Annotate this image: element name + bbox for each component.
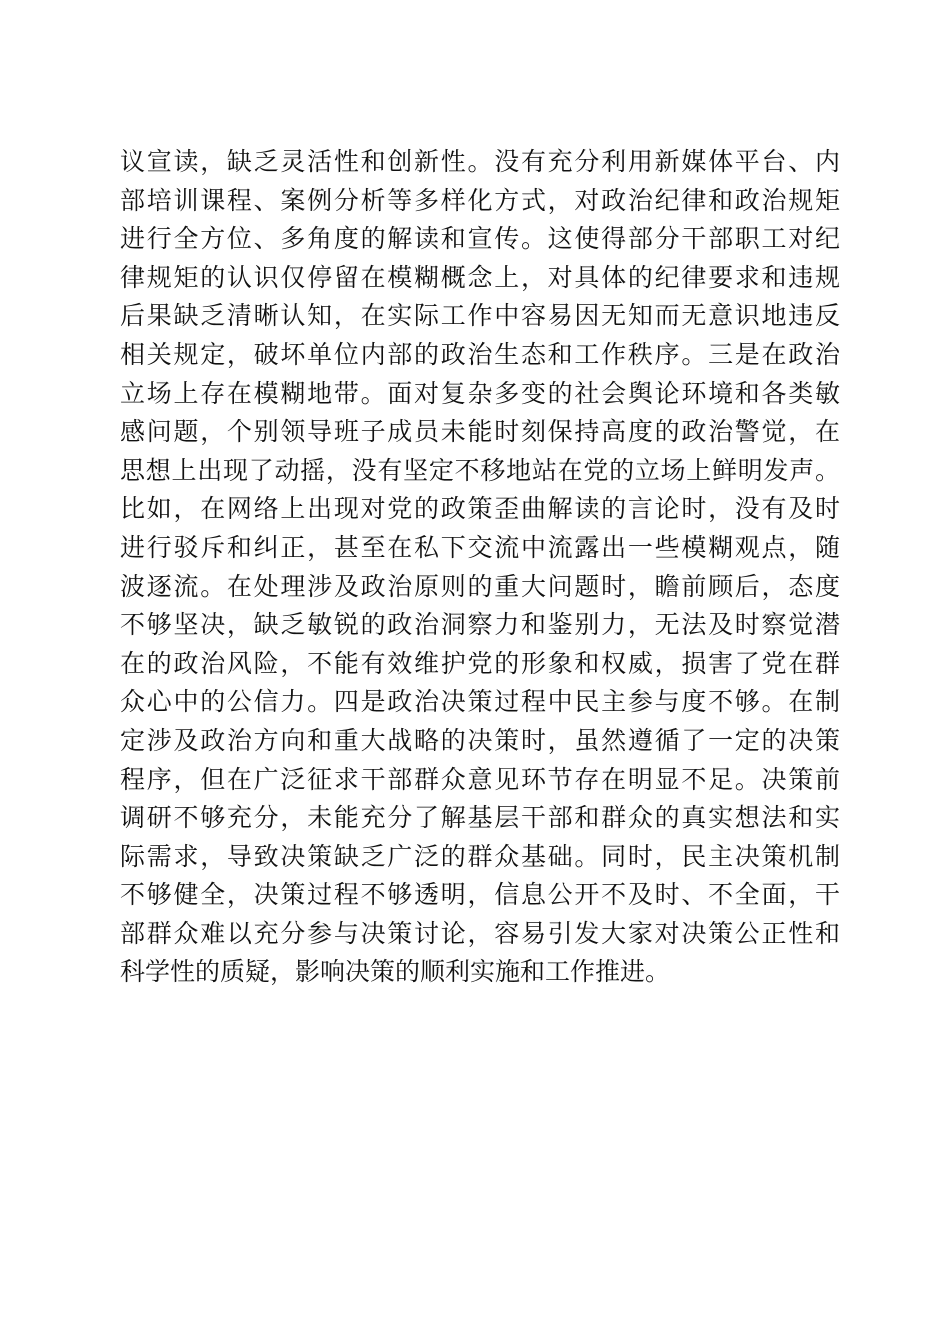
- text-line: 众心中的公信力。四是政治决策过程中民主参与度不够。在制: [120, 687, 840, 717]
- text-line: 波逐流。在处理涉及政治原则的重大问题时，瞻前顾后，态度: [120, 571, 840, 601]
- text-line: 感问题，个别领导班子成员未能时刻保持高度的政治警觉，在: [120, 417, 840, 447]
- body-text: [120, 143, 840, 992]
- text-line: 立场上存在模糊地带。面对复杂多变的社会舆论环境和各类敏: [120, 378, 840, 408]
- text-line: 科学性的质疑，影响决策的顺利实施和工作推进。: [120, 957, 671, 987]
- text-line: 际需求，导致决策缺乏广泛的群众基础。同时，民主决策机制: [120, 841, 840, 871]
- text-line: 在的政治风险，不能有效维护党的形象和权威，损害了党在群: [120, 648, 840, 678]
- text-line: 不够坚决，缺乏敏锐的政治洞察力和鉴别力，无法及时察觉潜: [120, 610, 840, 640]
- text-line: 调研不够充分，未能充分了解基层干部和群众的真实想法和实: [120, 803, 840, 833]
- text-line: 相关规定，破坏单位内部的政治生态和工作秩序。三是在政治: [120, 339, 840, 369]
- text-line: 议宣读，缺乏灵活性和创新性。没有充分利用新媒体平台、内: [120, 147, 840, 176]
- text-line: 比如，在网络上出现对党的政策歪曲解读的言论时，没有及时: [120, 494, 840, 524]
- text-line: 进行驳斥和纠正，甚至在私下交流中流露出一些模糊观点，随: [120, 532, 840, 562]
- text-line: 定涉及政治方向和重大战略的决策时，虽然遵循了一定的决策: [120, 725, 840, 755]
- text-line: 部培训课程、案例分析等多样化方式，对政治纪律和政治规矩: [120, 185, 840, 215]
- text-line: 不够健全，决策过程不够透明，信息公开不及时、不全面，干: [120, 880, 840, 910]
- text-line: 后果缺乏清晰认知，在实际工作中容易因无知而无意识地违反: [120, 301, 840, 331]
- text-line: 律规矩的认识仅停留在模糊概念上，对具体的纪律要求和违规: [120, 262, 840, 292]
- text-line: 部群众难以充分参与决策讨论，容易引发大家对决策公正性和: [120, 918, 840, 948]
- text-line: 进行全方位、多角度的解读和宣传。这使得部分干部职工对纪: [120, 224, 840, 254]
- text-line: 程序，但在广泛征求干部群众意见环节存在明显不足。决策前: [120, 764, 840, 794]
- text-line: 思想上出现了动摇，没有坚定不移地站在党的立场上鲜明发声。: [120, 455, 840, 485]
